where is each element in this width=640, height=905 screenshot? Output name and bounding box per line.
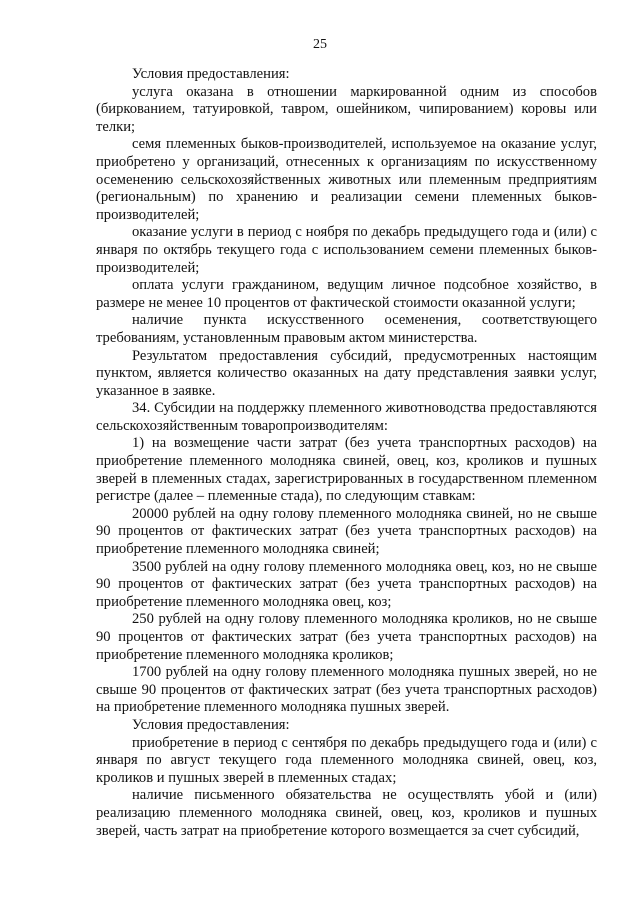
paragraph: 20000 рублей на одну голову племенного молодняка свиней, но не свыше 90 процентов от фактических затрат (без учета транспортных расходов) на приобретение племенного молодняка свиней; xyxy=(96,505,597,558)
paragraph: наличие пункта искусственного осеменения, соответствующего требованиям, установленным правовым актом министерства. xyxy=(96,312,597,346)
paragraph: Условия предоставления: xyxy=(132,716,290,733)
paragraph: 3500 рублей на одну голову племенного молодняка овец, коз, но не свыше 90 процентов от фактических затрат (без учета транспортных расходов) на приобретение племенного молодняка овец, коз; xyxy=(96,558,597,610)
paragraph: 1) на возмещение части затрат (без учета транспортных расходов) на приобретение племенного молодняка свиней, овец, коз, кроликов и пушных зверей в племенных стадах, зарегистрированных в государственном племенном регистре (далее – племенные стада), по следующим ставкам: xyxy=(96,435,597,505)
paragraph: 1700 рублей на одну голову племенного молодняка пушных зверей, но не свыше 90 процентов от фактических затрат (без учета транспортных расходов) на приобретение племенного молодняка пушных зверей. xyxy=(96,664,597,716)
paragraph: 34. Субсидии на поддержку племенного животноводства предоставляются сельскохозяйственным товаропроизводителям: xyxy=(96,400,597,434)
document-body xyxy=(96,66,597,840)
paragraph: оказание услуги в период с ноября по декабрь предыдущего года и (или) с января по октябрь текущего года с использованием семени племенных быков-производителей; xyxy=(96,224,597,276)
page-number: 25 xyxy=(313,37,327,52)
paragraph: Условия предоставления: xyxy=(132,66,290,82)
paragraph: 250 рублей на одну голову племенного молодняка кроликов, но не свыше 90 процентов от фактических затрат (без учета транспортных расходов) на приобретение племенного молодняка кроликов; xyxy=(96,611,597,663)
paragraph: Результатом предоставления субсидий, предусмотренных настоящим пунктом, является количество оказанных на дату представления заявки услуг, указанное в заявке. xyxy=(96,347,597,399)
paragraph: оплата услуги гражданином, ведущим личное подсобное хозяйство, в размере не менее 10 процентов от фактической стоимости оказанной услуги; xyxy=(96,277,597,311)
paragraph: приобретение в период с сентября по декабрь предыдущего года и (или) с января по август текущего года племенного молодняка свиней, овец, коз, кроликов и пушных зверей в племенных стадах; xyxy=(96,734,597,786)
paragraph: услуга оказана в отношении маркированной одним из способов (биркованием, татуировкой, тавром, ошейником, чипированием) коровы или телки; xyxy=(96,83,597,135)
paragraph: наличие письменного обязательства не осуществлять убой и (или) реализацию племенного молодняка свиней, овец, коз, кроликов и пушных зверей, часть затрат на приобретение которого возмещается за счет субсидий, xyxy=(96,787,597,839)
paragraph: семя племенных быков-производителей, используемое на оказание услуг, приобретено у организаций, отнесенных к организациям по искусственному осеменению сельскохозяйственных животных или племенным предприятиям (региональным) по хранению и реализации семени племенных быков-производителей; xyxy=(96,136,597,223)
